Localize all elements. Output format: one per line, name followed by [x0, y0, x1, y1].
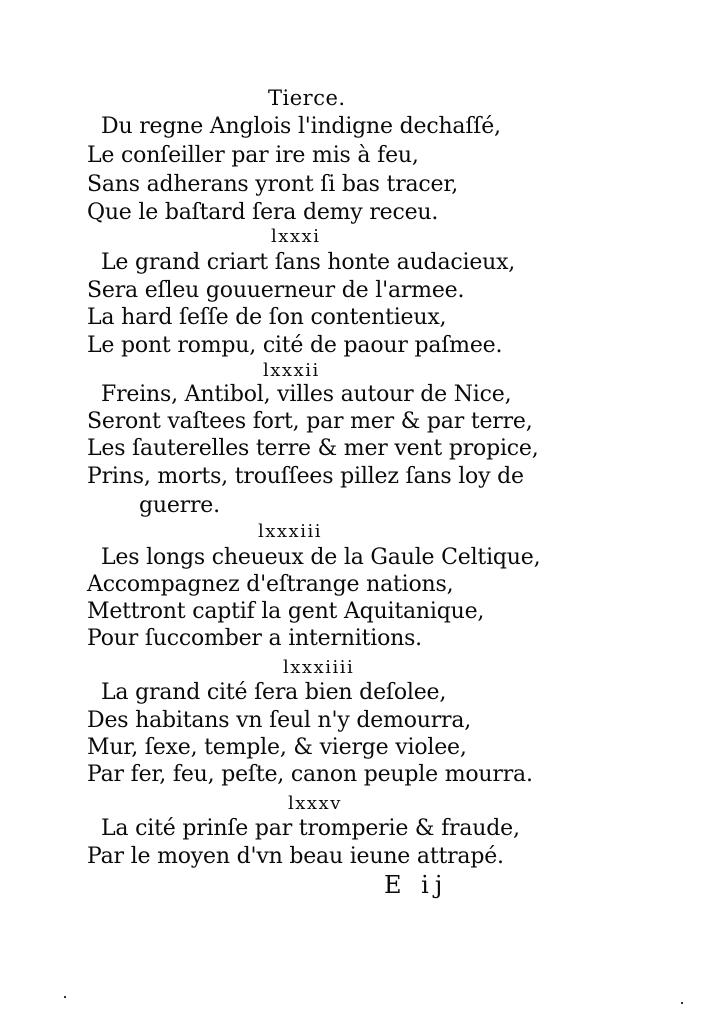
verse-line: Le conſeiller par ire mis à feu,: [87, 143, 419, 168]
verse-line: La hard ſeſſe de ſon contentieux,: [87, 305, 447, 330]
verse-line: Accompagnez d'eſtrange nations,: [87, 572, 454, 597]
verse-line: Mettront captif la gent Aquitanique,: [87, 599, 485, 624]
verse-line: Seront vaſtees fort, par mer & par terre,: [87, 409, 533, 434]
verse-line: Pour ſuccomber a internitions.: [87, 626, 422, 651]
quatrain-number: lxxxv: [288, 793, 342, 814]
quatrain-number: lxxxiiii: [283, 657, 355, 678]
verse-line: Le grand criart ſans honte audacieux,: [101, 250, 516, 275]
verse-line: Le pont rompu, cité de paour paſmee.: [87, 333, 503, 358]
verse-line: Des habitans vn ſeul n'y demourra,: [87, 708, 472, 733]
page-header: Tierce.: [268, 86, 346, 110]
verse-line: Prins, morts, trouſſees pillez ſans loy de: [87, 464, 524, 489]
verse-line: Que le baſtard ſera demy receu.: [87, 200, 439, 225]
verse-line: La cité prinſe par tromperie & fraude,: [101, 816, 520, 841]
quatrain-number: lxxxi: [271, 226, 321, 247]
verse-line: Sera eſleu gouuerneur de l'armee.: [87, 278, 465, 303]
scan-speck: [681, 1002, 683, 1004]
verse-line: Par fer, feu, peſte, canon peuple mourra.: [87, 762, 533, 787]
quatrain-number: lxxxii: [263, 360, 320, 381]
verse-line: La grand cité ſera bien deſolee,: [101, 680, 447, 705]
verse-line: Freins, Antibol, villes autour de Nice,: [101, 382, 512, 407]
verse-line: guerre.: [139, 493, 220, 518]
signature-mark: E ij: [384, 871, 449, 899]
quatrain-number: lxxxiii: [258, 521, 322, 542]
verse-line: Mur, ſexe, temple, & vierge violee,: [87, 735, 467, 760]
verse-line: Du regne Anglois l'indigne dechaſſé,: [101, 114, 501, 139]
verse-line: Par le moyen d'vn beau ieune attrapé.: [87, 844, 504, 869]
verse-line: Les ſauterelles terre & mer vent propice,: [87, 436, 539, 461]
verse-line: Les longs cheueux de la Gaule Celtique,: [101, 545, 541, 570]
scan-speck: [64, 996, 66, 998]
verse-line: Sans adherans yront ſi bas tracer,: [87, 172, 459, 197]
